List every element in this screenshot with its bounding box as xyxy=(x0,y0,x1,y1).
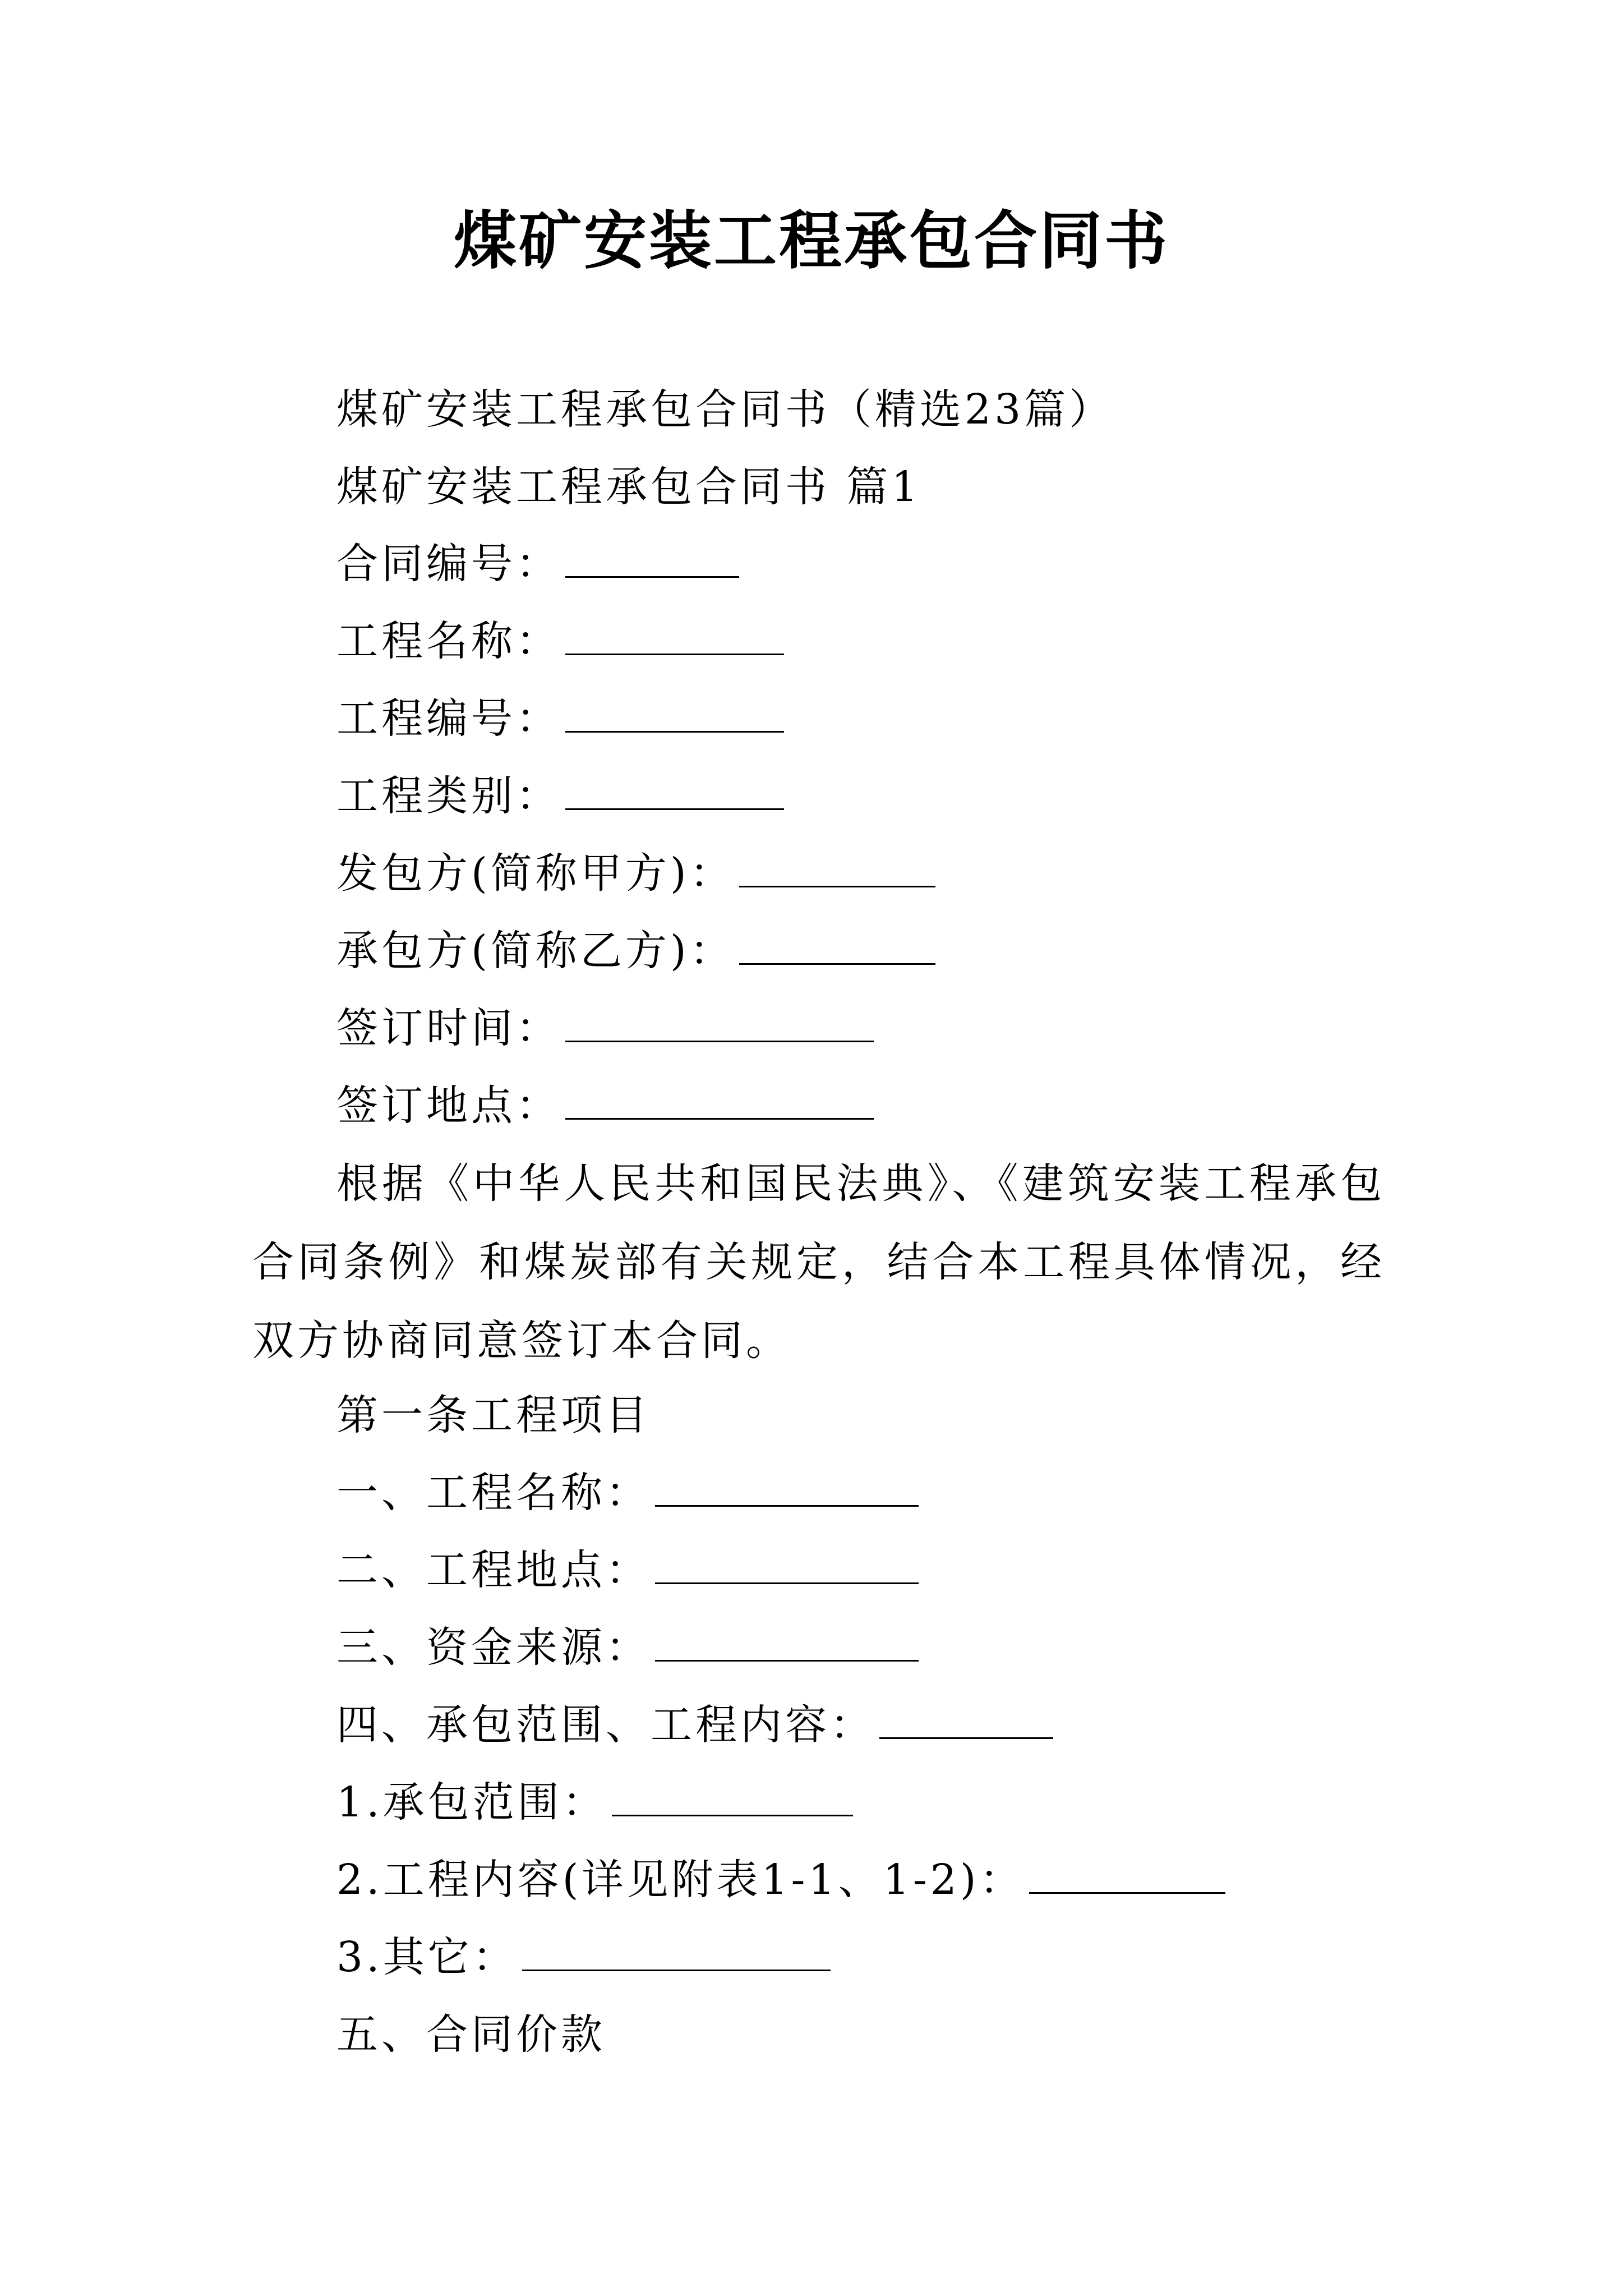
article-1-item xyxy=(336,1465,919,1521)
article-1-item xyxy=(336,1774,853,1830)
blank-line xyxy=(879,1704,1053,1739)
field-project-number xyxy=(336,691,784,747)
document-subtitle: 煤矿安装工程承包合同书（精选23篇） xyxy=(336,385,1114,434)
article-1-item xyxy=(336,1619,919,1676)
field-label: 工程类别： xyxy=(336,772,561,820)
preamble-paragraph: 根据《中华人民共和国民法典》、《建筑安装工程承包合同条例》和煤炭部有关规定，结合本工程具体情况，经双方协商同意签订本合同。 xyxy=(252,1159,1385,1365)
article-1-item-5: 五、合同价款 xyxy=(336,2010,606,2059)
item-label: 三、资金来源： xyxy=(336,1623,651,1672)
field-project-name xyxy=(336,613,784,669)
item-label: 3.其它： xyxy=(336,1933,518,1981)
item-label: 1.承包范围： xyxy=(336,1778,607,1826)
field-party-a xyxy=(336,845,935,901)
item-label: 一、工程名称： xyxy=(336,1469,651,1517)
field-label: 承包方(简称乙方)： xyxy=(336,927,735,975)
blank-line xyxy=(612,1781,853,1816)
article-1-heading: 第一条工程项目 xyxy=(336,1391,651,1439)
field-label: 工程编号： xyxy=(336,694,561,743)
blank-line xyxy=(655,1471,919,1507)
blank-line xyxy=(655,1549,919,1584)
field-label: 签订时间： xyxy=(336,1004,561,1052)
blank-line xyxy=(565,1084,874,1120)
blank-line xyxy=(522,1936,831,1971)
blank-line xyxy=(1029,1858,1225,1894)
field-label: 签订地点： xyxy=(336,1082,561,1130)
field-project-category xyxy=(336,768,784,824)
article-1-item xyxy=(336,1542,919,1598)
item-label: 2.工程内容(详见附表1-1、1-2)： xyxy=(336,1856,1025,1904)
section-heading: 煤矿安装工程承包合同书 篇1 xyxy=(336,463,921,511)
blank-line xyxy=(565,697,784,733)
item-label: 二、工程地点： xyxy=(336,1546,651,1594)
field-contract-number xyxy=(336,536,739,592)
field-label: 合同编号： xyxy=(336,540,561,588)
blank-line xyxy=(655,1626,919,1662)
item-label: 四、承包范围、工程内容： xyxy=(336,1701,875,1749)
field-party-b xyxy=(336,923,935,979)
field-label: 发包方(简称甲方)： xyxy=(336,849,735,898)
blank-line xyxy=(565,542,739,578)
article-1-item xyxy=(336,1697,1053,1753)
blank-line xyxy=(565,620,784,655)
article-1-item xyxy=(336,1852,1225,1908)
blank-line xyxy=(565,775,784,810)
field-signing-time xyxy=(336,1000,874,1056)
field-signing-place xyxy=(336,1078,874,1134)
blank-line xyxy=(565,1007,874,1042)
blank-line xyxy=(739,852,935,887)
document-title: 煤矿安装工程承包合同书 xyxy=(454,204,1169,278)
blank-line xyxy=(739,930,935,965)
field-label: 工程名称： xyxy=(336,617,561,665)
article-1-item xyxy=(336,1929,831,1985)
